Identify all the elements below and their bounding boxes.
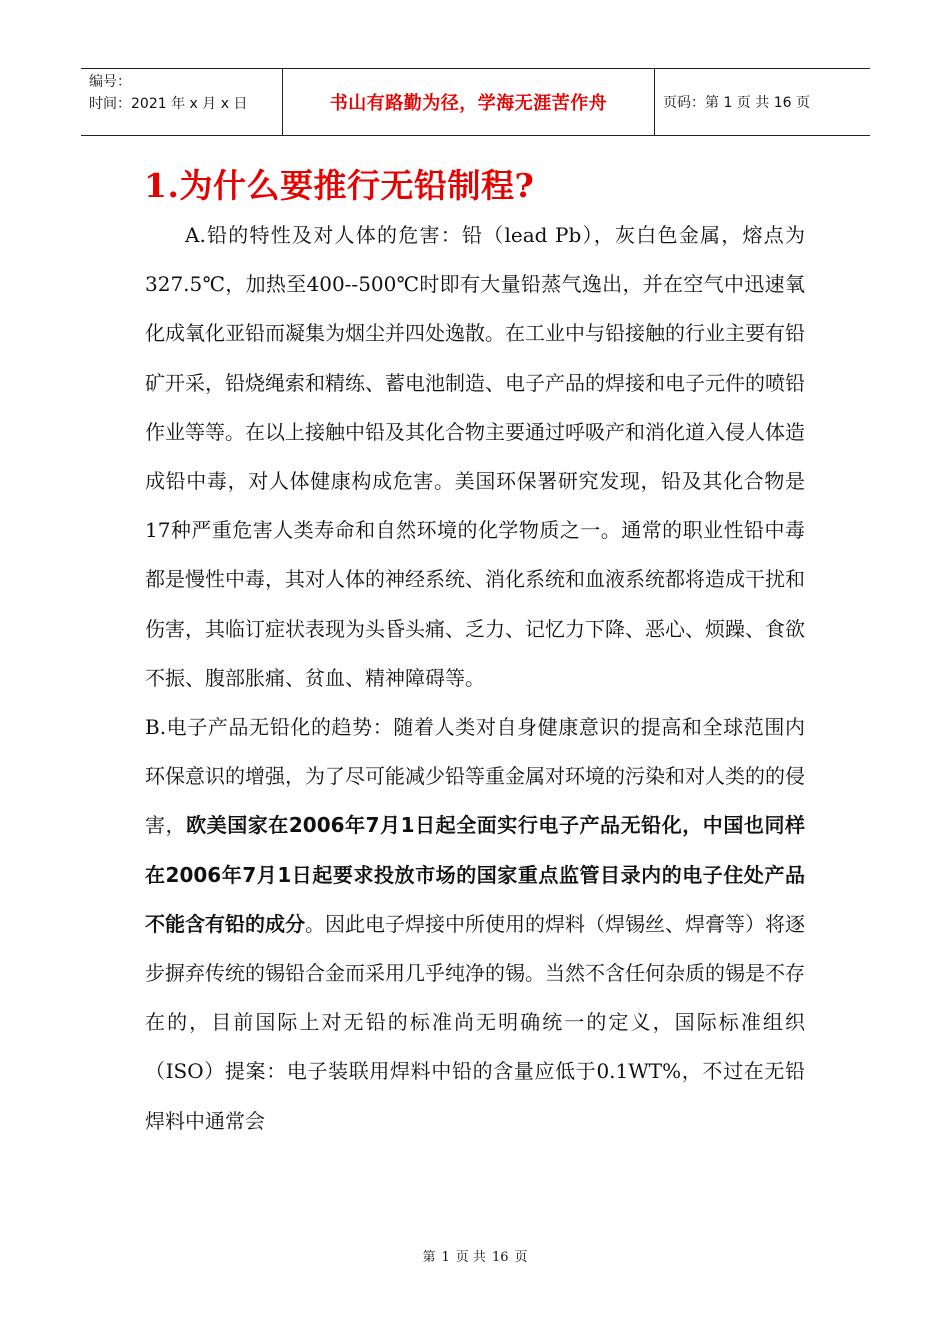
paragraph-b-rest: 。因此电子焊接中所使用的焊料（焊锡丝、焊膏等）将逐步摒弃传统的锡铅合金而采用几乎纯净的锡。当然不含任何杂质的锡是不存在的，目前国际上对无铅的标准尚无明确统一的定义，国际标准组织（ISO）提案：电子装联用焊料中铅的含量应低于0.1WT%，不过在无铅焊料中通常会	[145, 911, 805, 1133]
header-page-cell	[655, 69, 870, 135]
header-motto-cell	[283, 69, 655, 135]
section-title: 1.为什么要推行无铅制程?	[144, 166, 535, 205]
header-meta-cell	[81, 69, 283, 135]
date-label: 时间：2021 年 x 月 x 日	[89, 96, 248, 112]
page-footer	[0, 1246, 950, 1265]
footer-page-number: 1	[441, 1250, 450, 1265]
footer-prefix: 第	[422, 1250, 436, 1265]
motto-text: 书山有路勤为径，学海无涯苦作舟	[329, 93, 608, 114]
paragraph-b	[145, 703, 805, 1146]
paragraph-a: A.铅的特性及对人体的危害：铅（lead Pb），灰白色金属，熔点为327.5℃，加热至400--500℃时即有大量铅蒸气逸出，并在空气中迅速氧化成氧化亚铅而凝集为烟尘并四处逸散。在工业中与铅接触的行业主要有铅矿开采，铅烧绳索和精练、蓄电池制造、电子产品的焊接和电子元件的喷铅作业等等。在以上接触中铅及其化合物主要通过呼吸产和消化道入侵人体造成铅中毒，对人体健康构成危害。美国环保署研究发现，铅及其化合物是17种严重危害人类寿命和自然环境的化学物质之一。通常的职业性铅中毒都是慢性中毒，其对人体的神经系统、消化系统和血液系统都将造成干扰和伤害，其临订症状表现为头昏头痛、乏力、记忆力下降、恶心、烦躁、食欲不振、腹部胀痛、贫血、精神障碍等。	[145, 223, 805, 690]
paragraph-b-intro: B.电子产品无铅化的趋势：随着人类对自身健康意识的提高和全球范围内环保意识的增强，为了尽可能减少铅等重金属对环境的污染和对人类的的侵害，	[145, 715, 805, 838]
footer-suffix: 页	[514, 1250, 528, 1265]
page-info: 页码：第 1 页 共 16 页	[663, 95, 810, 111]
header-table	[81, 68, 870, 136]
footer-total-pages: 16	[491, 1250, 509, 1265]
paragraph-b-bold: 欧美国家在2006年7月1日起全面实行电子产品无铅化，中国也同样在2006年7月1日起要求投放市场的国家重点监管目录内的电子住处产品不能含有铅的成分	[145, 813, 806, 936]
number-label: 编号：	[89, 74, 131, 90]
footer-mid: 页 共	[455, 1250, 486, 1265]
body-text	[145, 211, 805, 1146]
